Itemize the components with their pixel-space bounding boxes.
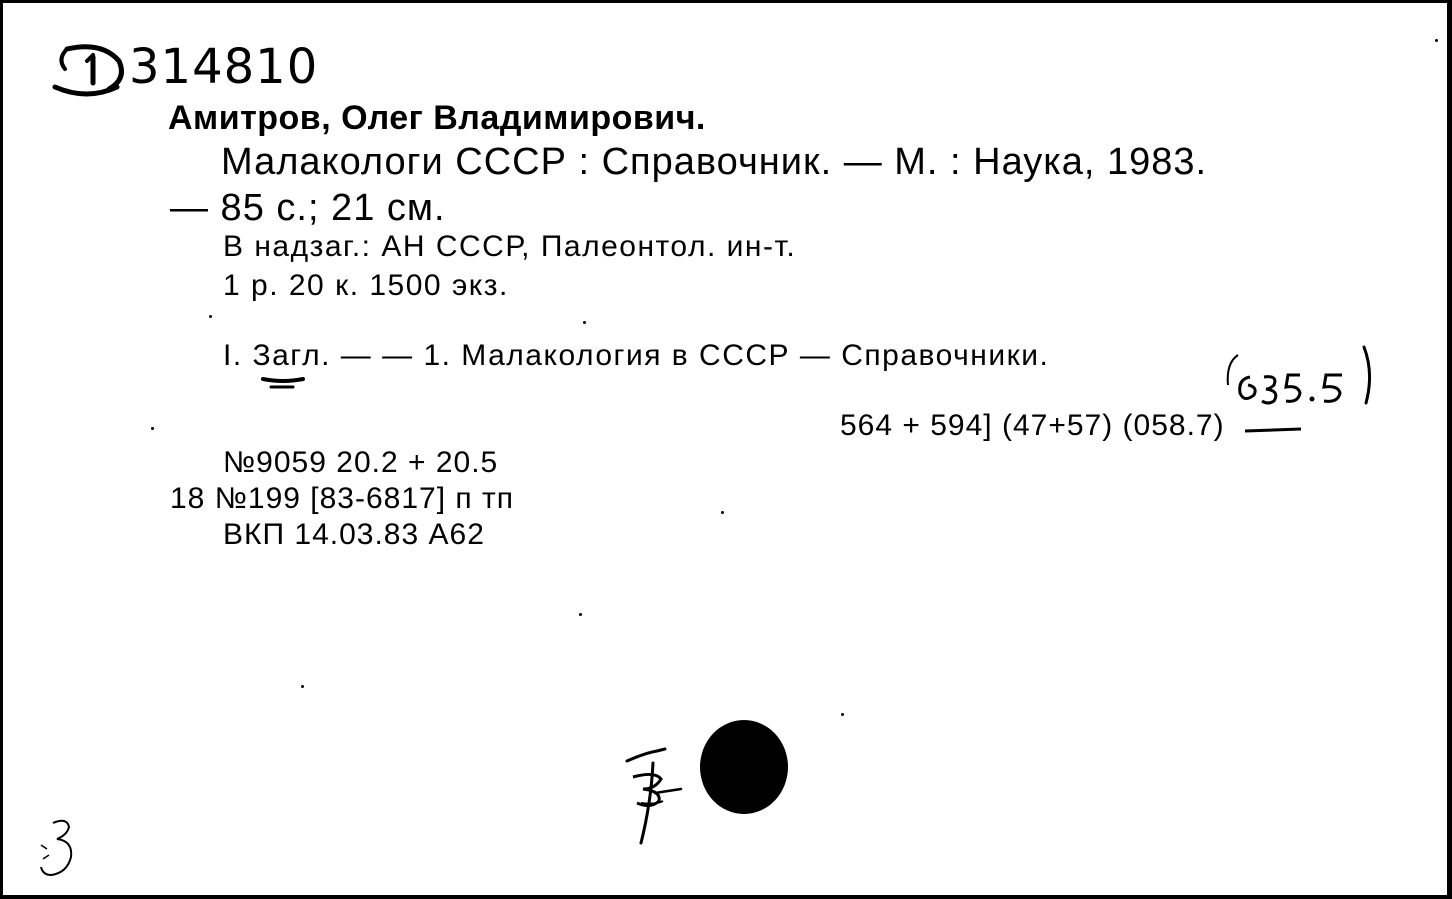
author-heading: Амитров, Олег Владимирович. — [168, 99, 706, 137]
circled-d-mark-icon — [47, 39, 127, 99]
speck — [209, 315, 212, 318]
strikethrough-mark — [1243, 421, 1303, 441]
speck — [301, 685, 304, 688]
registration-number-line: №9059 20.2 + 20.5 — [223, 446, 499, 479]
catalog-number: 314810 — [129, 39, 319, 95]
price-and-copies: 1 р. 20 к. 1500 экз. — [223, 269, 509, 302]
physical-description: — 85 с.; 21 см. — [170, 187, 446, 229]
title-statement: Малакологи СССР : Справочник. — М. : Наука, 1983. — [221, 141, 1208, 183]
speck — [1435, 39, 1438, 42]
speck — [579, 613, 582, 616]
speck — [151, 427, 154, 430]
handwritten-underline-mark — [259, 371, 309, 391]
order-number-line: 18 №199 [83-6817] п тп — [170, 482, 514, 515]
series-note: В надзаг.: АН СССР, Палеонтол. ин-т. — [223, 230, 797, 263]
black-circle-mark — [700, 720, 788, 814]
tracings: I. Загл. — — 1. Малакология в СССР — Справочники. — [223, 339, 1050, 372]
handwritten-mark-7 — [615, 743, 685, 853]
chamber-code-line: ВКП 14.03.83 А62 — [223, 518, 485, 551]
handwritten-mark-3 — [33, 815, 88, 885]
speck — [841, 713, 844, 716]
classification-indices: 564 + 594] (47+57) (058.7) — [840, 409, 1225, 442]
speck — [721, 511, 724, 514]
speck — [583, 321, 586, 324]
